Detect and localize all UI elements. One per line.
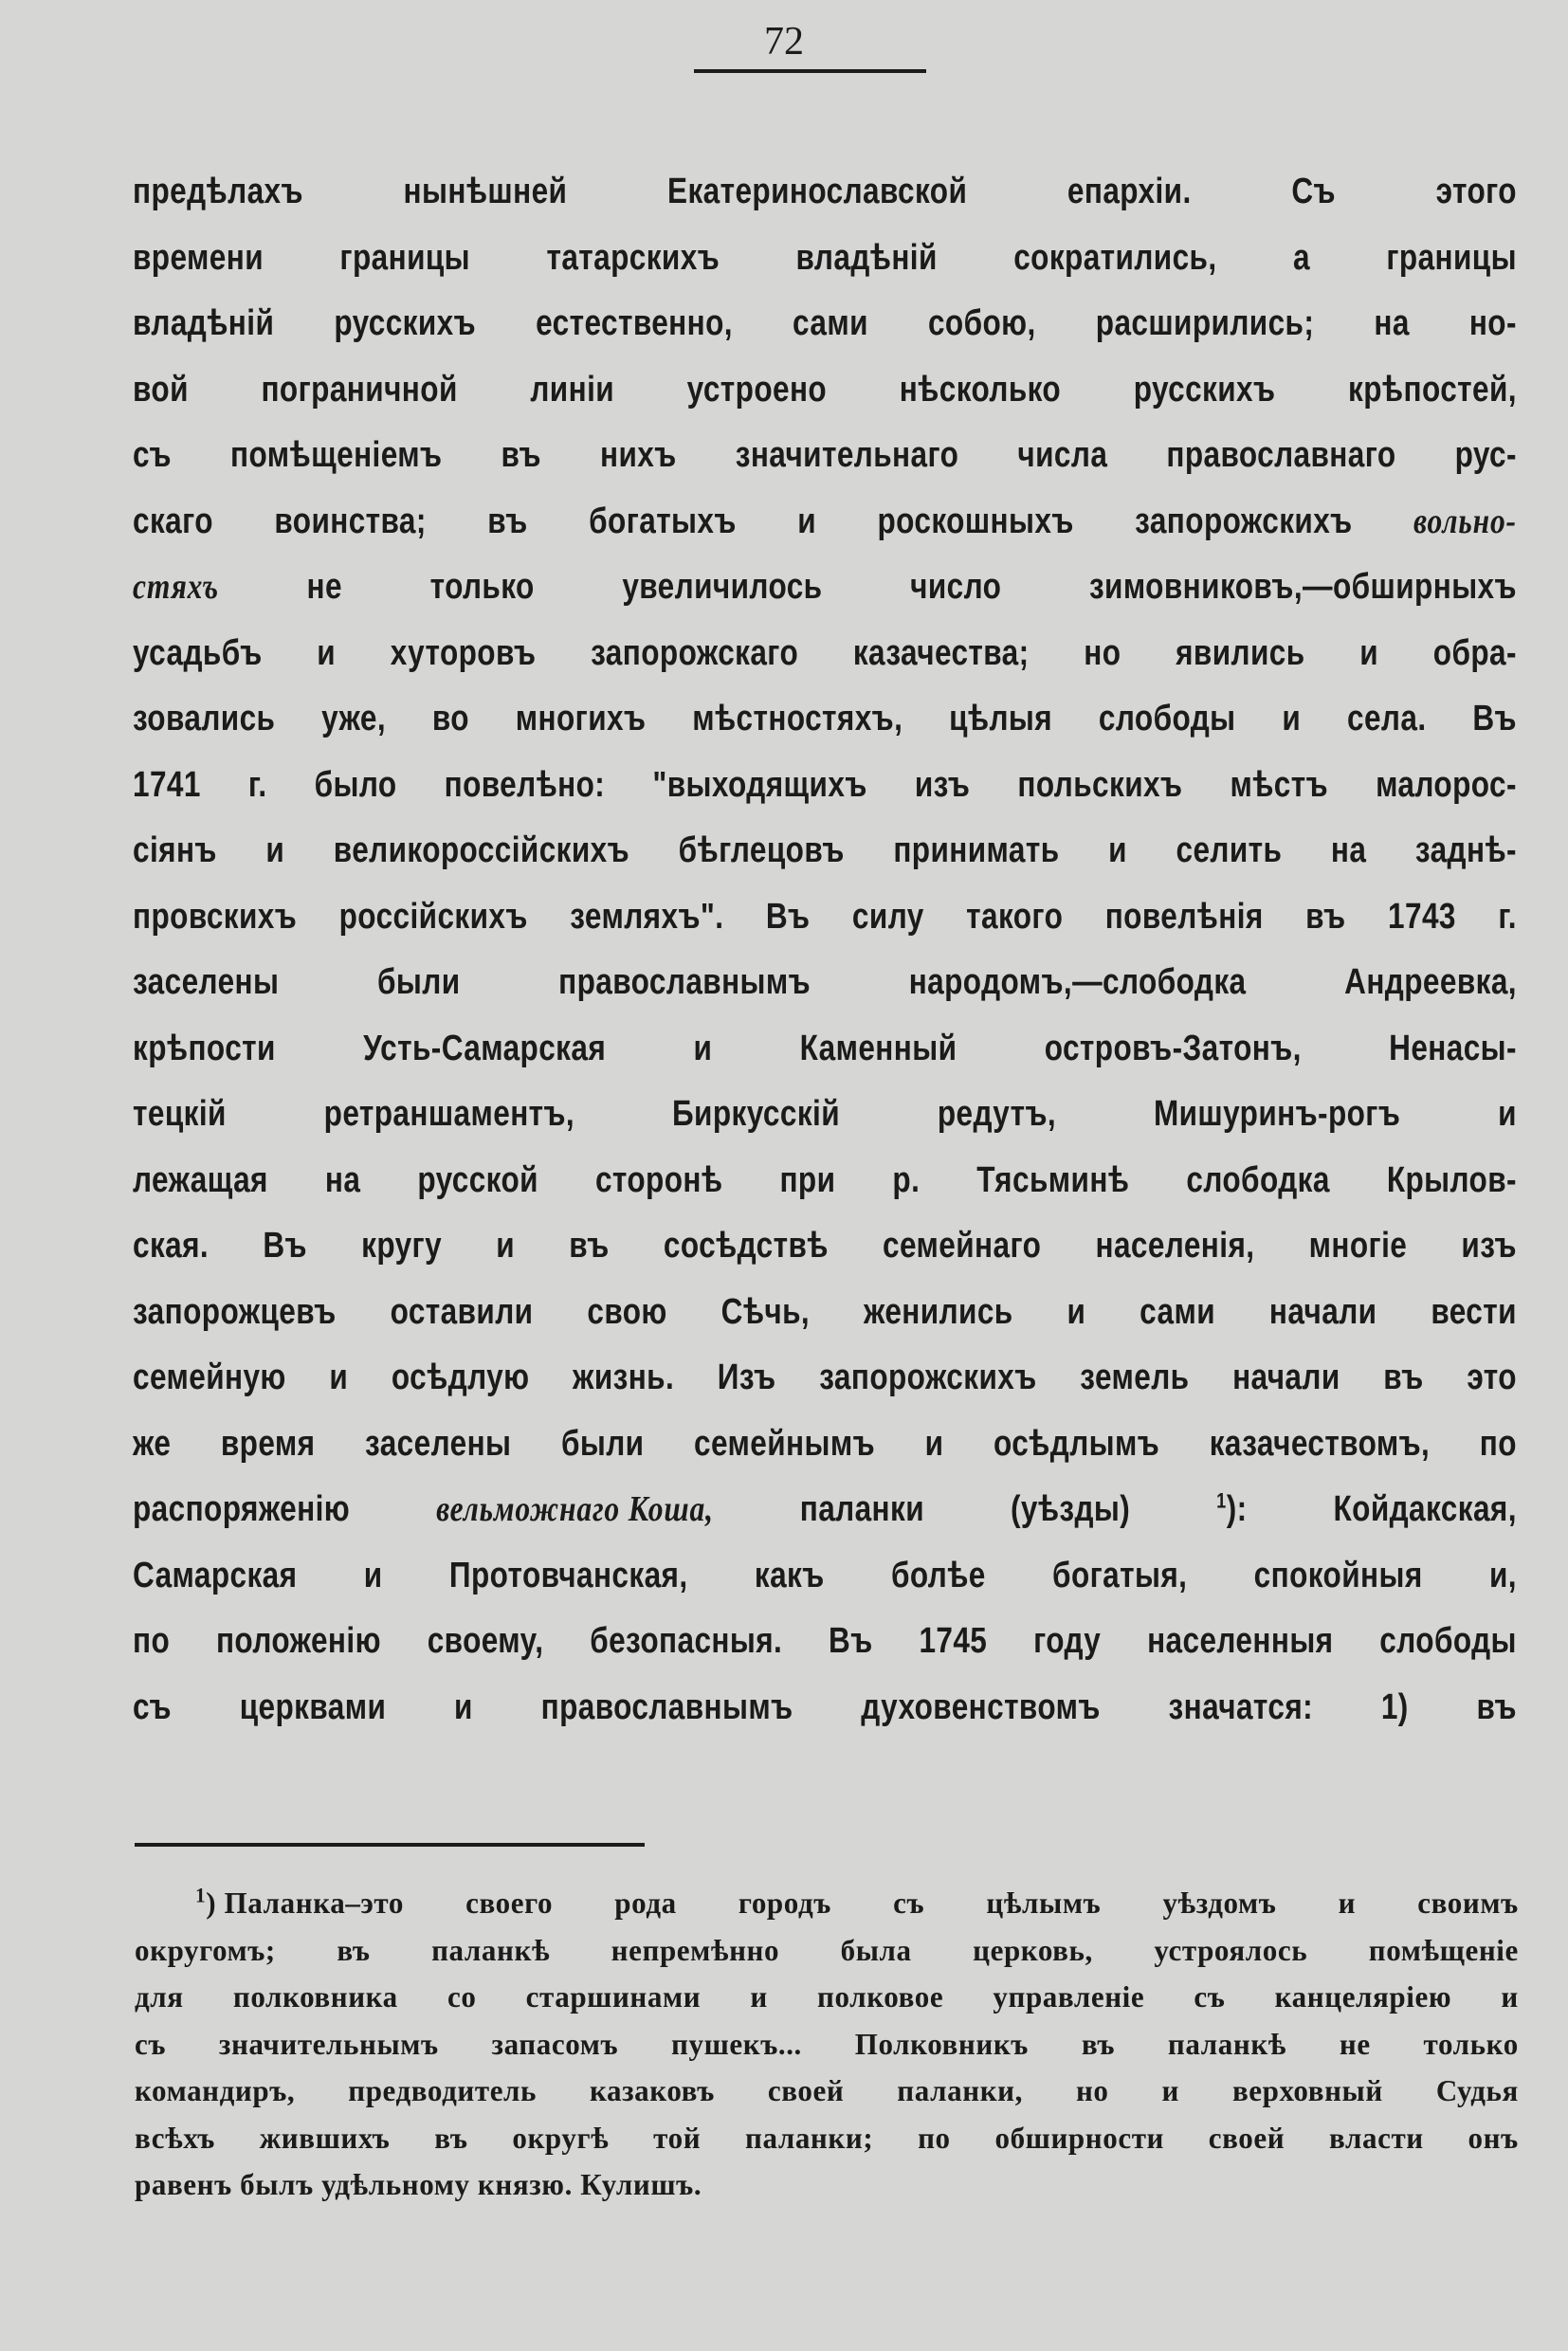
word: скаго [133,501,213,541]
word: своимъ [1417,1886,1519,1920]
text-line [133,357,1517,424]
word: на [324,1159,361,1200]
word: расширились; [1095,303,1315,343]
word: населенныя [1147,1621,1334,1661]
word: съ [1194,1979,1226,2014]
text-line [133,884,1517,951]
footnote-line [135,2115,1519,2162]
word: этого [1435,172,1517,211]
word: паланкѣ [431,1932,551,1967]
text-line [133,1280,1517,1346]
word: женились [863,1291,1013,1332]
text-line [133,1345,1517,1412]
word: лежащая [133,1159,268,1200]
text-line [133,686,1517,753]
word: и [363,1555,383,1595]
word: удѣльному [321,2167,470,2201]
text-line [133,950,1517,1016]
word: запасомъ [491,2026,619,2061]
word: богатыхъ [589,501,737,541]
word: повелѣно: [444,764,606,805]
word: непремѣнно [611,1932,780,1967]
word: рода [614,1886,677,1920]
text-line [133,1016,1517,1083]
word: крѣпостей, [1348,369,1517,410]
word: $^1$) Паланка–это [195,1883,404,1920]
word: (уѣзды) [1010,1489,1131,1529]
word: цѣлыя [949,699,1053,738]
footnote-line [135,2161,1519,2209]
word: польскихъ [1017,764,1183,805]
word: пушекъ... [671,2026,802,2061]
word: въ [434,2120,468,2155]
word: вельможнаго Коша, [436,1489,714,1529]
footnote-marker: $^1$) [195,1883,217,1920]
word: и [797,501,817,541]
word: распоряженію [133,1489,351,1529]
word: верховный [1231,2073,1383,2107]
word: сократились, [1013,237,1217,278]
word: канцеляріею [1274,1979,1452,2014]
word: изъ [1461,1226,1517,1266]
word: и [1161,2073,1179,2107]
word: казачества; [852,632,1030,673]
word: линіи [530,369,615,410]
word: явились [1176,632,1305,673]
word: сами [793,303,868,343]
word: значительнымъ [218,2026,439,2061]
word: обра- [1432,632,1517,673]
word: число [910,567,1002,607]
word: Каменный [799,1028,957,1068]
word: и [1108,830,1127,870]
word: ская. [133,1226,210,1266]
word: православнымъ [558,962,811,1002]
word: нихъ [600,435,677,475]
word: естественно, [536,303,733,343]
word: семейную [133,1358,286,1397]
word: въ [569,1226,610,1266]
word: русской [417,1159,538,1200]
word: Протовчанская, [448,1555,688,1595]
word: Съ [1291,172,1336,211]
word: православнаго [1166,435,1396,475]
word: предѣлахъ [133,172,303,211]
word: татарскихъ [546,237,720,278]
word: и [329,1358,349,1397]
word: своему, [427,1621,544,1661]
word: по [1479,1423,1517,1464]
word: сами [1140,1291,1216,1332]
word: устроено [686,369,828,410]
word: усадьбъ [133,632,263,673]
word: въ [337,1932,371,1967]
word: и [750,1979,768,2014]
word: свою [587,1291,667,1332]
text-line [133,1543,1517,1610]
footnote-divider [135,1843,645,1847]
word: такого [966,896,1064,937]
word: съ [893,1886,925,1920]
word: сіянъ [133,830,217,870]
word: многіе [1308,1226,1408,1266]
text-line [133,159,1517,226]
footnote-ref-word: $^1$): [1216,1488,1248,1529]
word: русскихъ [1133,369,1276,410]
word: великороссійскихъ [333,830,630,870]
word: и [1498,1094,1517,1134]
word: рус- [1454,435,1517,475]
word: Андреевка, [1344,962,1517,1002]
word: оставили [390,1291,534,1332]
word: Тясьминѣ [976,1159,1130,1200]
word: стяхъ [133,567,219,607]
word: "выходящихъ [652,764,867,805]
word: своей [767,2073,845,2107]
word: и [265,830,285,870]
text-line [133,423,1517,489]
word: Судья [1435,2073,1519,2107]
word: обширности [994,2120,1164,2155]
text-line [133,1609,1517,1675]
text-line [133,818,1517,884]
word: со [447,1979,477,2014]
footnote-line [135,1974,1519,2021]
word: времени [133,237,264,278]
word: заднѣ- [1414,830,1517,870]
word: но [1075,2073,1109,2107]
word: семейнаго [883,1226,1042,1266]
word: богатыя, [1052,1555,1188,1595]
word: островъ-Затонъ, [1044,1028,1302,1068]
word: 1745 [919,1621,988,1661]
word: на [1374,303,1410,343]
word: Полковникъ [854,2026,1029,2061]
word: во [431,699,469,738]
word: той [653,2120,702,2155]
word: были [560,1423,645,1464]
word: паланки; [744,2120,874,2155]
word: казачествомъ, [1209,1423,1431,1464]
page-number: 72 [764,20,804,64]
word: значатся: [1168,1686,1314,1727]
word: не [1339,2026,1371,2061]
word: владѣній [133,303,275,343]
word: осѣдлую [391,1358,530,1397]
word: уже, [321,699,387,738]
word: зимовниковъ,—обширныхъ [1088,567,1517,607]
word: церковь, [973,1932,1093,1967]
word: своей [1208,2120,1285,2155]
word: было [314,764,397,805]
text-line [133,226,1517,292]
word: хуторовъ [390,632,537,673]
word: Усть-Самарская [363,1028,607,1068]
word: и [496,1226,516,1266]
word: запорожскихъ [1135,501,1353,541]
text-line [133,1082,1517,1148]
word: кругу [361,1226,443,1266]
word: власти [1329,2120,1424,2155]
word: это [1467,1358,1517,1397]
text-line [133,489,1517,556]
word: Биркусскій [671,1094,841,1134]
word: зовались [133,699,276,738]
word: уѣздомъ [1162,1886,1277,1920]
word: ретраншаментъ, [323,1094,575,1134]
word: жившихъ [259,2120,391,2155]
text-line [133,1148,1517,1214]
word: князю. [477,2167,573,2201]
word: г. [1498,896,1517,937]
word: время [220,1423,316,1464]
word: многихъ [515,699,647,738]
word: и [924,1423,944,1464]
word: народомъ,—слободка [908,962,1247,1002]
word: заселены [365,1423,512,1464]
word: сосѣдствѣ [663,1226,829,1266]
word: онъ [1468,2120,1519,2155]
word: паланкѣ [1167,2026,1287,2061]
word: духовенствомъ [861,1686,1101,1727]
word: безопасныя. [590,1621,783,1661]
word: какъ [754,1555,825,1595]
word: и [1338,1886,1357,1920]
word: начали [1232,1358,1340,1397]
word: Въ [1472,699,1517,738]
word: въ [1081,2026,1116,2061]
footnote-line [135,2021,1519,2069]
word: селить [1176,830,1283,870]
word: на [1330,830,1367,870]
word: вольно- [1413,501,1517,541]
footnote [135,1880,1519,2209]
word: границы [339,237,471,278]
word: только [429,567,535,607]
word: принимать [893,830,1060,870]
word: 1) [1380,1686,1409,1727]
word: увеличилось [622,567,823,607]
word: Екатеринославской [666,172,968,211]
word: роскошныхъ [877,501,1074,541]
word: изъ [914,764,971,805]
word: редутъ, [937,1094,1057,1134]
word: и [454,1686,473,1727]
word: осѣдлымъ [993,1423,1160,1464]
word: епархіи. [1067,172,1192,211]
word: слободы [1098,699,1236,738]
word: вой [133,369,189,410]
word: была [840,1932,912,1967]
word: тецкій [133,1094,227,1134]
word: округѣ [512,2120,610,2155]
word: всѣхъ [135,2120,215,2155]
word: и, [1488,1555,1517,1595]
word: запорожцевъ [133,1291,337,1332]
word: земляхъ". [570,896,724,937]
word: запорожскаго [591,632,799,673]
word: и [693,1028,713,1068]
word: при [779,1159,836,1200]
word: жизнь. [573,1358,675,1397]
word: съ [133,1686,172,1727]
word: церквами [239,1686,387,1727]
word: Сѣчь, [720,1291,811,1332]
word: 1743 [1388,896,1456,937]
word: городъ [738,1886,831,1920]
word: полковое [817,1979,944,2014]
word: округомъ; [135,1932,276,1967]
word: нынѣшней [403,172,568,211]
word: командиръ, [135,2073,296,2107]
word: но- [1468,303,1517,343]
word: но [1084,632,1121,673]
word: Изъ [717,1358,776,1397]
word: управленіе [993,1979,1145,2014]
word: семейнымъ [694,1423,876,1464]
word: положенію [215,1621,381,1661]
word: своего [465,1886,554,1920]
footnote-line [135,2068,1519,2115]
word: въ [1305,896,1346,937]
word: спокойныя [1253,1555,1423,1595]
text-line [133,1477,1517,1543]
text-line [133,1412,1517,1478]
word: начали [1268,1291,1377,1332]
word: были [377,962,461,1002]
word: съ [135,2026,167,2061]
word: слободы [1379,1621,1517,1661]
word: бѣглецовъ [678,830,845,870]
word: Въ [829,1621,873,1661]
word: былъ [240,2167,314,2201]
word: собою, [927,303,1036,343]
word: мѣстностяхъ, [692,699,903,738]
word: устроялось [1154,1932,1308,1967]
word: малорос- [1376,764,1517,805]
word: земель [1080,1358,1190,1397]
word: по [918,2120,951,2155]
word: Въ [765,896,811,937]
word: Крылов- [1386,1159,1517,1200]
word: паланки [799,1489,925,1529]
word: слободка [1186,1159,1330,1200]
word: Ненасы- [1389,1028,1517,1068]
word: только [1423,2026,1519,2061]
footnote-line [135,1880,1519,1927]
word: по [133,1621,171,1661]
word: населенія, [1095,1226,1255,1266]
word: владѣній [795,237,938,278]
text-line [133,753,1517,819]
word: Кулишъ. [580,2167,702,2201]
word: паланки, [897,2073,1023,2107]
word: болѣе [890,1555,986,1595]
word: равенъ [135,2167,232,2201]
word: въ [1476,1686,1517,1727]
word: нѣсколько [899,369,1062,410]
word: запорожскихъ [819,1358,1037,1397]
word: Мишуринъ-рогъ [1153,1094,1401,1134]
text-line [133,621,1517,687]
word: Самарская [133,1555,298,1595]
word: заселены [133,962,280,1002]
word: предводитель [348,2073,538,2107]
word: воинства; [274,501,427,541]
word: Койдакская, [1333,1489,1517,1529]
word: россійскихъ [338,896,528,937]
word: провскихъ [133,896,298,937]
word: и [1501,1979,1519,2014]
word: и [1067,1291,1086,1332]
word: границы [1386,237,1517,278]
word: же [133,1423,172,1464]
word: пограничной [261,369,458,410]
page-number-underline [694,69,926,73]
word: и [1282,699,1302,738]
word: и [1359,632,1379,673]
word: села. [1347,699,1427,738]
text-line [133,1213,1517,1280]
word: Въ [263,1226,307,1266]
word: помѣщеніемъ [230,435,443,475]
text-line [133,555,1517,621]
word: въ [487,501,528,541]
word: повелѣнія [1104,896,1264,937]
word: силу [851,896,924,937]
word: въ [1383,1358,1424,1397]
word: 1741 [133,764,201,805]
word: цѣлымъ [986,1886,1102,1920]
word: крѣпости [133,1028,276,1068]
word: значительнаго [735,435,959,475]
word: и [317,632,337,673]
word: мѣстъ [1230,764,1329,805]
text-line [133,291,1517,357]
word: не [306,567,342,607]
body-text [133,159,1517,1740]
word: для [135,1979,184,2014]
word: вести [1431,1291,1517,1332]
word: старшинами [525,1979,702,2014]
word: казаковъ [590,2073,715,2107]
word: р. [892,1159,921,1200]
word: помѣщеніе [1368,1932,1519,1967]
word: г. [247,764,267,805]
word: православнымъ [540,1686,793,1727]
word: въ [501,435,541,475]
word: съ [133,435,172,475]
footnote-ref: 1 [1216,1488,1227,1513]
word: числа [1017,435,1108,475]
word: а [1292,237,1310,278]
text-line [133,1675,1517,1741]
word: сторонѣ [594,1159,723,1200]
word: году [1033,1621,1102,1661]
word: полковника [232,1979,398,2014]
footnote-line [135,1927,1519,1975]
word: русскихъ [334,303,477,343]
